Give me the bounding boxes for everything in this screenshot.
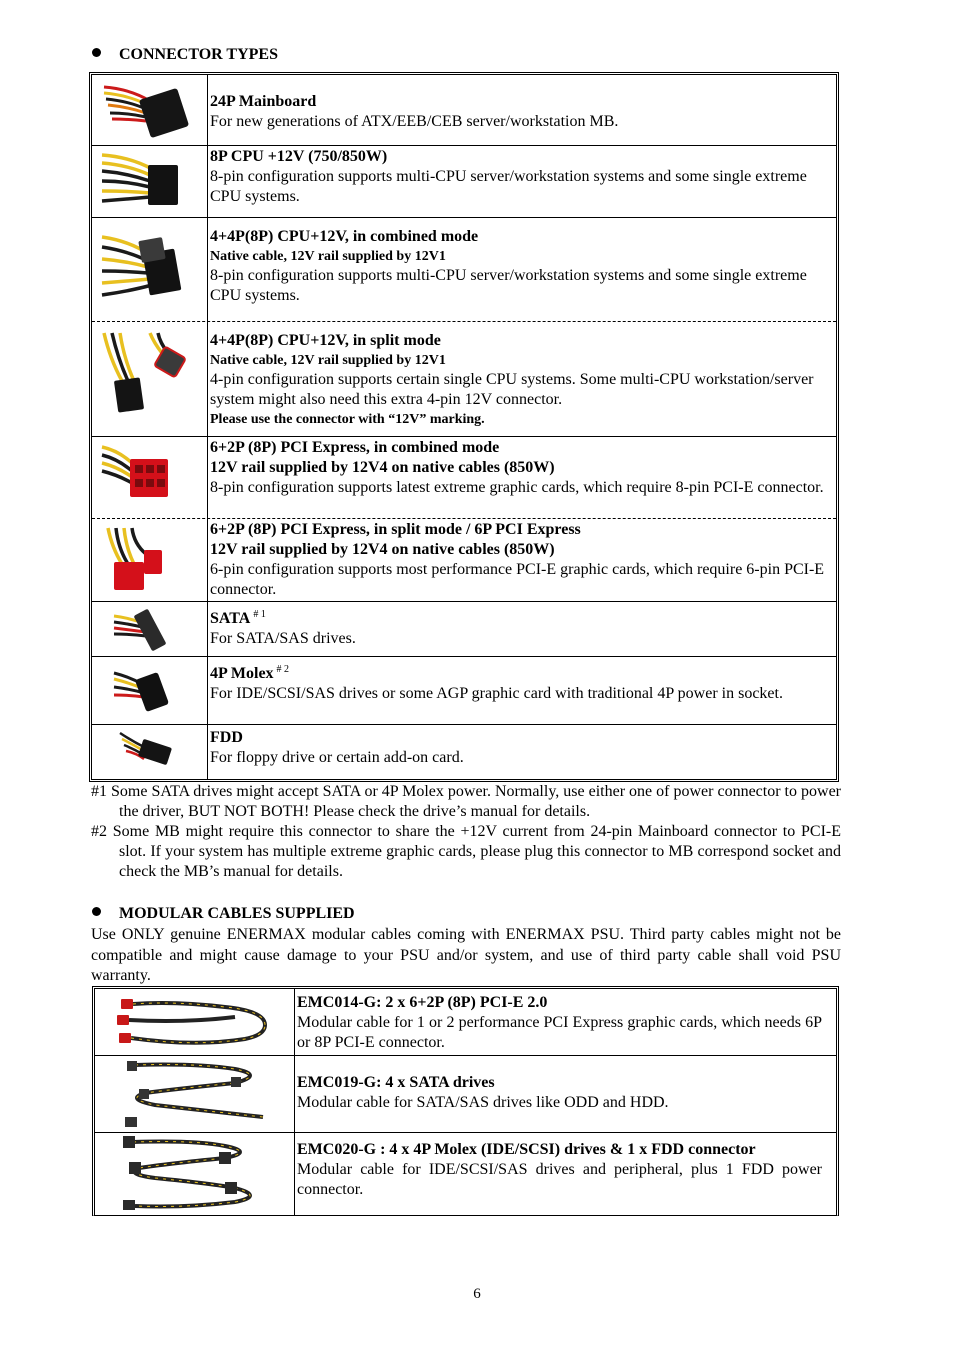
cable-description: Modular cable for SATA/SAS drives like ODD and HDD. <box>297 1094 669 1111</box>
connector-subtitle: Native cable, 12V rail supplied by 12V1 <box>210 249 446 264</box>
connector-description: 4-pin configuration supports certain single CPU systems. Some multi-CPU workstation/server system might also need this extra 4-pin 12V connector. <box>210 371 814 408</box>
sata-connector-icon <box>100 606 180 652</box>
connector-description: 6-pin configuration supports most performance PCI-E graphic cards, which require 6-pin PCI-E connector. <box>210 561 825 598</box>
table-row <box>92 321 836 437</box>
connector-description: For SATA/SAS drives. <box>210 630 356 647</box>
table-row <box>92 656 836 725</box>
connector-title: 6+2P (8P) PCI Express, in split mode / 6P PCI Express <box>210 521 581 538</box>
24p-mainboard-connector-icon <box>100 79 196 141</box>
cable-title: EMC019-G: 4 x SATA drives <box>297 1074 495 1091</box>
section-heading-connector-types: CONNECTOR TYPES <box>92 45 278 65</box>
emc014-cable-icon <box>115 995 275 1049</box>
emc020-cable-icon <box>115 1136 275 1212</box>
4plus4p-split-connector-icon <box>100 329 190 429</box>
connector-title: FDD <box>210 729 243 746</box>
table-row <box>92 724 836 779</box>
footnotes <box>91 782 841 882</box>
modular-cables-table <box>92 986 839 1216</box>
connector-description: For floppy drive or certain add-on card. <box>210 749 464 766</box>
table-row <box>92 145 836 218</box>
connector-title: 8P CPU +12V (750/850W) <box>210 148 388 165</box>
connector-description: 8-pin configuration supports latest extreme graphic cards, which require 8-pin PCI-E connector. <box>210 479 824 496</box>
pcie-split-connector-icon <box>100 524 180 596</box>
table-row <box>95 1055 836 1133</box>
modular-cables-paragraph: Use ONLY genuine ENERMAX modular cables coming with ENERMAX PSU. Third party cables might not be compatible and might cause damage to your PSU and/or system, and use of third party cable shall void PSU warranty. <box>91 926 841 984</box>
bullet-icon <box>92 48 101 57</box>
footnote-marker: # 1 <box>253 609 266 620</box>
4plus4p-combined-connector-icon <box>100 229 186 309</box>
table-row <box>92 217 836 322</box>
connector-description: For new generations of ATX/EEB/CEB server/workstation MB. <box>210 113 619 130</box>
connector-subtitle: 12V rail supplied by 12V4 on native cables (850W) <box>210 541 555 558</box>
molex-connector-icon <box>100 665 180 715</box>
table-row <box>95 1132 836 1215</box>
fdd-connector-icon <box>100 729 180 775</box>
connector-title: 4+4P(8P) CPU+12V, in split mode <box>210 332 441 349</box>
table-row <box>92 75 836 146</box>
cable-description: Modular cable for IDE/SCSI/SAS drives and peripheral, plus 1 FDD power connector. <box>297 1161 822 1198</box>
connector-description: 8-pin configuration supports multi-CPU server/workstation systems and some single extreme CPU systems. <box>210 168 807 205</box>
table-row <box>92 601 836 657</box>
connector-types-table <box>89 72 839 782</box>
bullet-icon <box>92 907 101 916</box>
cable-title: EMC014-G: 2 x 6+2P (8P) PCI-E 2.0 <box>297 994 548 1011</box>
footnote-2: #2 Some MB might require this connector to share the +12V current from 24-pin Mainboard connector to PCI-E slot. If your system has multiple extreme graphic cards, please plug this connector to MB correspond socket and check the MB’s manual for details. <box>91 823 841 880</box>
connector-title: SATA $^{\# 1}$ <box>210 609 266 627</box>
connector-description: 8-pin configuration supports multi-CPU server/workstation systems and some single extreme CPU systems. <box>210 267 807 304</box>
table-row <box>95 989 836 1056</box>
page-number: 6 <box>473 1286 481 1302</box>
cable-title: EMC020-G : 4 x 4P Molex (IDE/SCSI) drives & 1 x FDD connector <box>297 1141 756 1158</box>
connector-title: 6+2P (8P) PCI Express, in combined mode <box>210 439 500 456</box>
table-row <box>92 436 836 519</box>
section-heading-modular-cables: MODULAR CABLES SUPPLIED <box>92 904 355 924</box>
8p-cpu-connector-icon <box>100 149 186 213</box>
connector-subtitle: Native cable, 12V rail supplied by 12V1 <box>210 353 446 368</box>
pcie-combined-connector-icon <box>100 441 180 513</box>
connector-description: For IDE/SCSI/SAS drives or some AGP graphic card with traditional 4P power in socket. <box>210 685 783 702</box>
connector-subtitle: 12V rail supplied by 12V4 on native cables (850W) <box>210 459 555 476</box>
connector-title: 4P Molex $^{\# 2}$ <box>210 664 290 682</box>
footnote-1: #1 Some SATA drives might accept SATA or 4P Molex power. Normally, use either one of power connector to power the driver, BUT NOT BOTH! Please check the drive’s manual for details. <box>91 783 841 820</box>
connector-title: 4+4P(8P) CPU+12V, in combined mode <box>210 228 479 245</box>
emc019-cable-icon <box>115 1059 275 1129</box>
connector-title: 24P Mainboard <box>210 93 317 110</box>
footnote-marker: # 2 <box>276 664 290 675</box>
table-row <box>92 518 836 602</box>
cable-description: Modular cable for 1 or 2 performance PCI Express graphic cards, which needs 6P or 8P PCI-E connector. <box>297 1014 822 1051</box>
connector-note: Please use the connector with “12V” marking. <box>210 412 485 427</box>
